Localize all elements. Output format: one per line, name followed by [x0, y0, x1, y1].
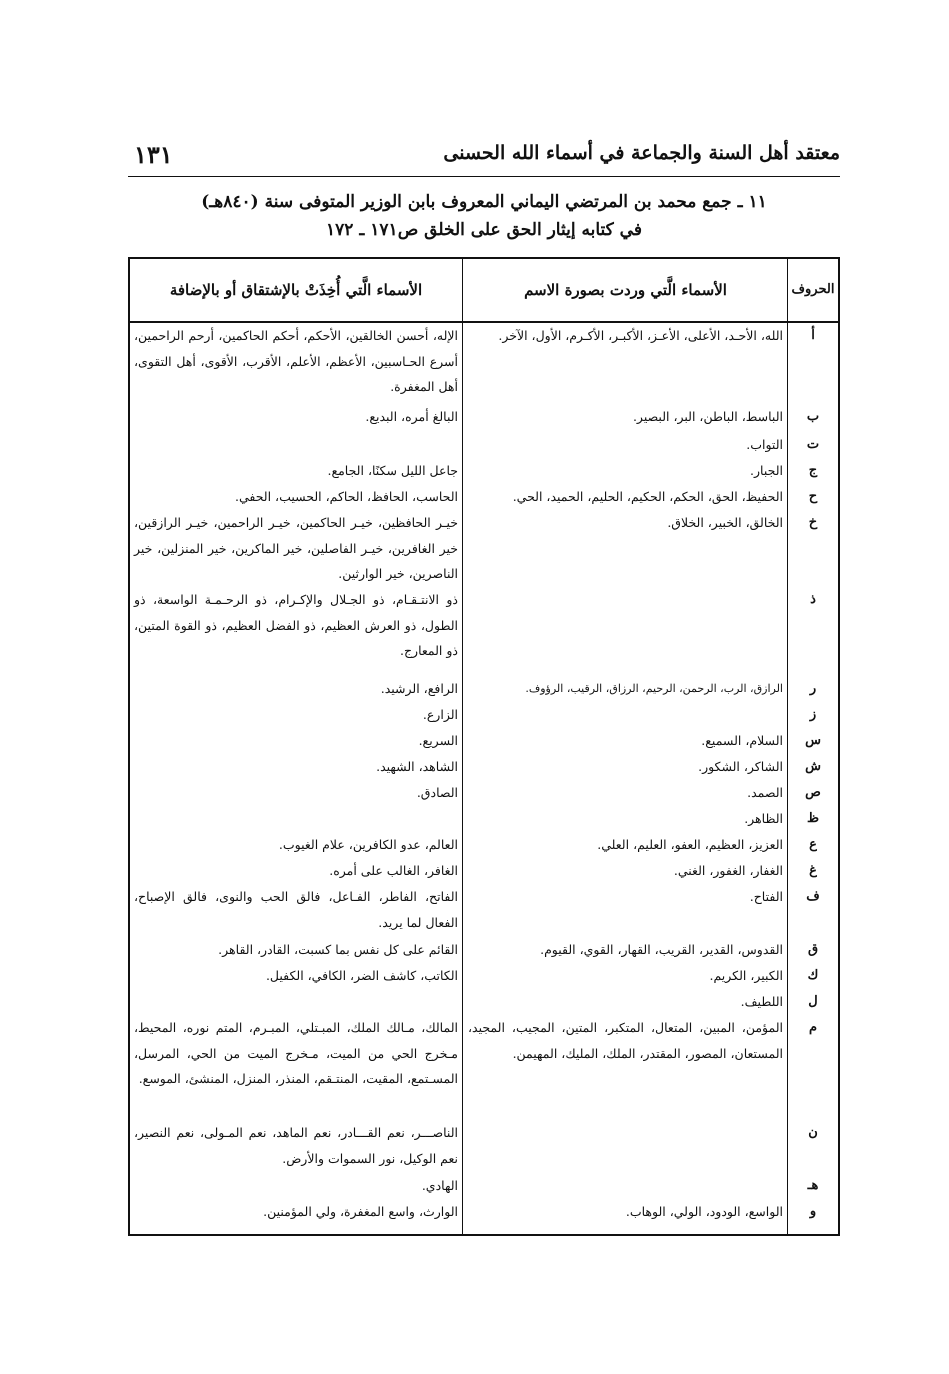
row-derived: الوارث، واسع المغفرة، ولي المؤمنين.	[263, 1204, 458, 1219]
row-letter: ل	[808, 994, 818, 1009]
row-letter: و	[809, 1204, 817, 1219]
row-letter: أ	[811, 328, 815, 343]
row-derived: الناصـــر، نعم القـــادر، نعم الماهد، نعم المـولى، نعم النصير، نعم الوكيل، نور السموات والأرض.	[134, 1125, 458, 1166]
row-names: الحفيظ، الحق، الحكم، الحكيم، الحليم، الحميد، الحي.	[512, 489, 783, 504]
table-header-row	[130, 259, 838, 323]
section-title	[128, 188, 840, 244]
row-letter: ج	[808, 463, 818, 478]
row-letter: ش	[805, 759, 821, 774]
row-letter: ف	[806, 889, 820, 904]
header-names: الأسماء الَّتي وردت بصورة الاسم	[524, 281, 727, 299]
row-letter: ع	[809, 837, 817, 852]
row-derived: الرافع، الرشيد.	[380, 681, 458, 696]
row-letter: غ	[809, 863, 817, 878]
row-letter: ظ	[806, 811, 820, 826]
row-derived: السريع.	[418, 733, 458, 748]
row-derived: الفاتح، الفاطر، الفـاعل، فالق الحب والنوى، فالق الإصباح، الفعال لما يريد.	[134, 889, 458, 930]
row-letter: ق	[807, 942, 819, 957]
row-names: السلام، السميع.	[701, 733, 783, 748]
row-letter: م	[808, 1020, 818, 1035]
page-number: ١٣١	[134, 140, 173, 169]
row-derived: الحاسب، الحافظ، الحاكم، الحسيب، الحفي.	[235, 489, 458, 504]
header-derived: الأسماء الَّتي أُخِذَتْ بالإشتقاق أو بالإضافة	[169, 281, 423, 299]
row-names: الجبار.	[750, 463, 783, 478]
row-names: اللطيف.	[740, 994, 783, 1009]
row-derived: الهادي.	[421, 1178, 458, 1193]
row-names: الشاكر، الشكور.	[698, 759, 783, 774]
row-names: الغفار، الغفور، الغني.	[673, 863, 783, 878]
row-letter: خ	[808, 515, 818, 530]
row-names: الله، الأحـد، الأعلى، الأعـز، الأكبـر، الأكـرم، الأول، الآخر.	[498, 328, 783, 343]
row-derived: البالغ أمره، البديع.	[365, 409, 458, 424]
row-letter: ص	[805, 785, 821, 800]
page-header	[128, 140, 840, 177]
running-title: معتقد أهل السنة والجماعة في أسماء الله الحسنى	[443, 142, 840, 164]
row-derived: القائم على كل نفس بما كسبت، القادر، القاهر.	[218, 942, 458, 957]
row-derived: خيـر الحافظين، خيـر الحاكمين، خيـر الراحمين، خيـر الرازقين، خير الغافرين، خيـر الفاصلين، خير الماكرين، خير المنزلين، خير الناصرين، خير الوارثين.	[134, 515, 458, 582]
row-names: القدوس، القدير، القريب، القهار، القوي، القيوم.	[540, 942, 783, 957]
row-derived: العالم، عدو الكافرين، علام الغيوب.	[278, 837, 458, 852]
row-derived: الكاتب، كاشف الضر، الكافي، الكفيل.	[265, 968, 458, 983]
row-derived: المالك، مـالك الملك، المبـتلي، المبـرم، المتم نوره، المحيط، مـخرج الحي من الميت، مـخرج الميت من الحي، المرسل، المسـتمع، المقيت، المنتـقم، المنذر، المنزل، المنشئ، الموسع.	[134, 1020, 458, 1087]
row-names: المؤمن، المبين، المتعال، المتكبر، المتين، المجيب، المجيد، المستعان، المصور، المقتدر، الملك، المليك، المهيمن.	[468, 1020, 783, 1061]
row-derived: الصادق.	[416, 785, 458, 800]
row-letter: س	[805, 733, 821, 748]
row-derived: جاعل الليل سكنًا، الجامع.	[327, 463, 458, 478]
row-letter: ن	[808, 1125, 818, 1140]
row-letter: ر	[809, 681, 817, 696]
row-letter: ح	[808, 489, 818, 504]
row-derived: الإله، أحسن الخالقين، الأحكم، أحكم الحاكمين، أرحم الراحمين، أسرع الحـاسبين، الأعظم، الأعلم، الأقرب، الأقوى، أهل التقوى، أهل المغفرة.	[134, 328, 458, 395]
row-derived: الزارع.	[422, 707, 458, 722]
row-names: الواسع، الودود، الولي، الوهاب.	[625, 1204, 783, 1219]
row-names: الظاهر.	[744, 811, 783, 826]
section-title-line-2: في كتابه إيثار الحق على الخلق ص١٧١ ـ ١٧٢	[326, 220, 642, 240]
column-divider	[462, 259, 463, 1234]
names-table	[128, 257, 840, 1236]
row-letter: ز	[809, 707, 817, 722]
row-names: الباسط، الباطن، البر، البصير.	[632, 409, 783, 424]
row-letter: ك	[807, 968, 819, 983]
row-letter: ذ	[810, 592, 816, 607]
row-names: الكبير، الكريم.	[709, 968, 783, 983]
section-title-line-1: ١١ ـ جمع محمد بن المرتضي اليماني المعروف بابن الوزير المتوفى سنة (٨٤٠هـ)	[201, 192, 767, 212]
row-derived: الشاهد، الشهيد.	[376, 759, 458, 774]
row-derived: الغافر، الغالب على أمره.	[329, 863, 458, 878]
row-names: الفتاح.	[749, 889, 783, 904]
row-names: التواب.	[746, 437, 783, 452]
row-names: العزيز، العظيم، العفو، العليم، العلي.	[597, 837, 783, 852]
row-names: الصمد.	[747, 785, 783, 800]
row-names: الخالق، الخبير، الخلاق.	[667, 515, 783, 530]
header-letters: الحروف	[791, 282, 835, 297]
row-letter: ب	[806, 409, 820, 424]
row-derived: ذو الانتـقـام، ذو الجـلال والإكـرام، ذو الرحـمـة الواسعة، ذو الطول، ذو العرش العظيم، ذو الفضل العظيم، ذو القوة المتين، ذو المعارج.	[134, 592, 458, 659]
row-letter: ت	[806, 437, 820, 452]
row-names: الرازق، الرب، الرحمن، الرحيم، الرزاق، الرقيب، الرؤوف.	[525, 682, 783, 695]
row-letter: هـ	[807, 1178, 819, 1193]
